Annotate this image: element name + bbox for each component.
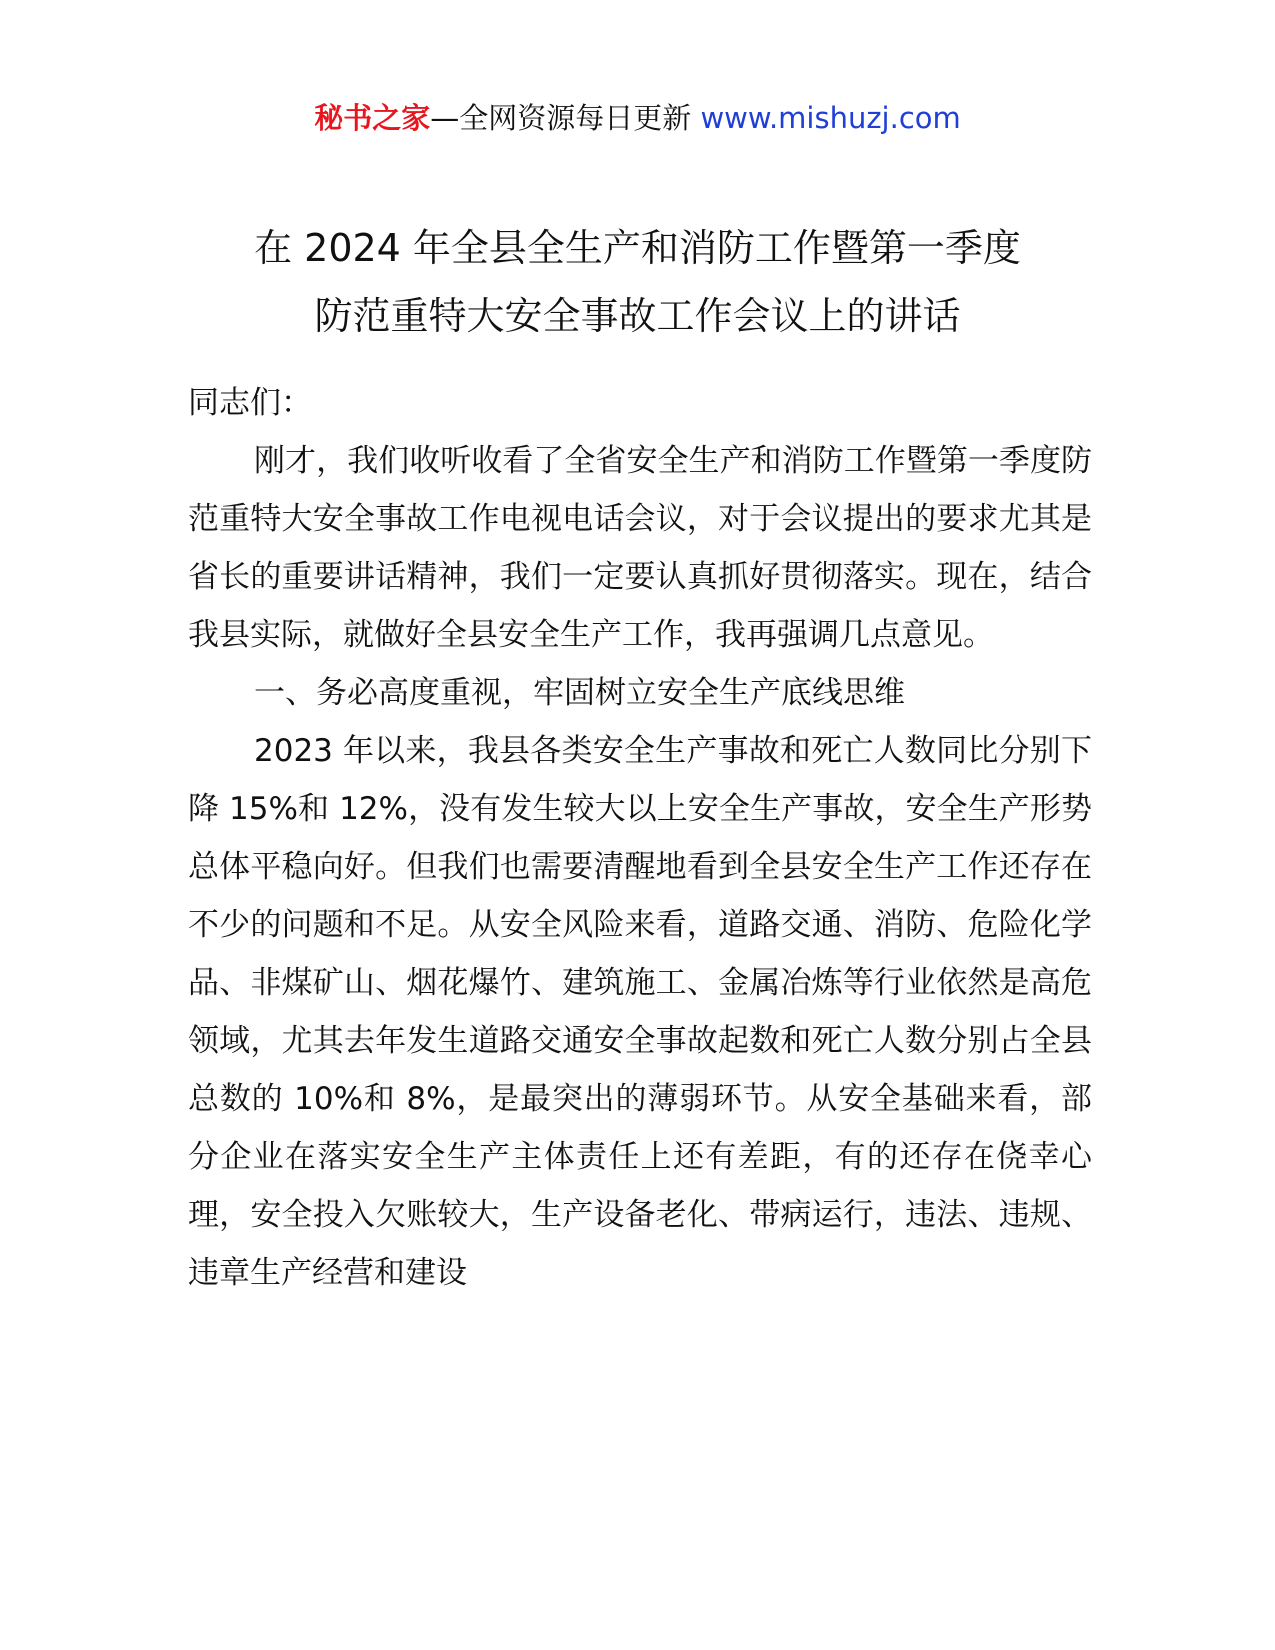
header-tagline: —全网资源每日更新 — [430, 101, 692, 135]
salutation: 同志们： — [188, 385, 312, 421]
document-body — [188, 374, 1092, 1302]
document-title — [0, 214, 1275, 350]
title-line-1: 在 2024 年全县全生产和消防工作暨第一季度 — [254, 226, 1021, 270]
brand-name: 秘书之家 — [314, 101, 431, 135]
paragraph-safety-status: 2023 年以来，我县各类安全生产事故和死亡人数同比分别下降 15%和 12%，没有发生较大以上安全生产事故，安全生产形势总体平稳向好。但我们也需要清醒地看到全县安全生产工作还存在不少的问题和不足。从安全风险来看，道路交通、消防、危险化学品、非煤矿山、烟花爆竹、建筑施工、金属冶炼等行业依然是高危领域，尤其去年发生道路交通安全事故起数和死亡人数分别占全县总数的 10%和 8%，是最突出的薄弱环节。从安全基础来看，部分企业在落实安全生产主体责任上还有差距，有的还存在侥幸心理，安全投入欠账较大，生产设备老化、带病运行，违法、违规、违章生产经营和建设 — [188, 733, 1092, 1291]
title-line-2: 防范重特大安全事故工作会议上的讲话 — [314, 294, 961, 338]
site-header — [0, 96, 1275, 140]
site-url-link[interactable]: www.mishuzj.com — [700, 101, 961, 135]
section-heading-1: 一、务必高度重视，牢固树立安全生产底线思维 — [254, 675, 905, 711]
paragraph-intro: 刚才，我们收听收看了全省安全生产和消防工作暨第一季度防范重特大安全事故工作电视电话会议，对于会议提出的要求尤其是省长的重要讲话精神，我们一定要认真抓好贯彻落实。现在，结合我县实际，就做好全县安全生产工作，我再强调几点意见。 — [188, 443, 1092, 653]
